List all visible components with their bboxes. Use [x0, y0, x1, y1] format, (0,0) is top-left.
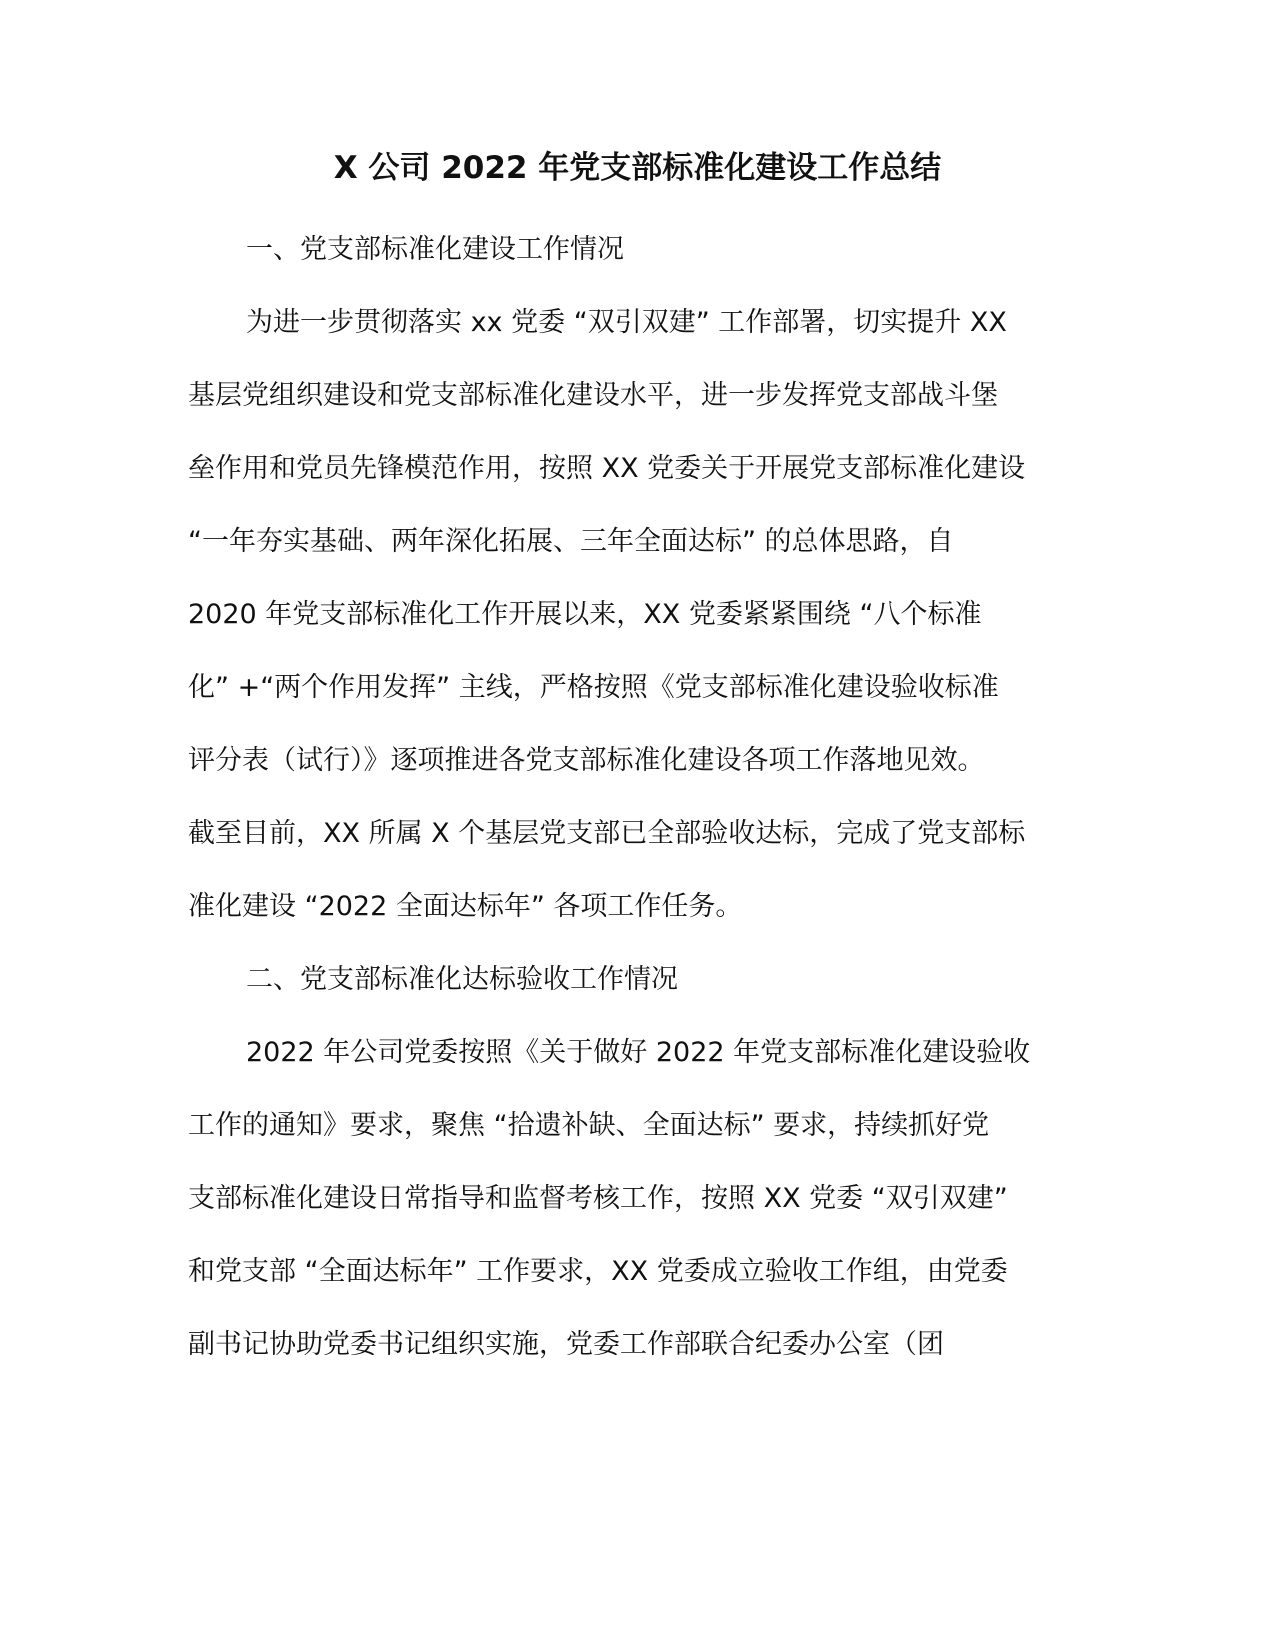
- paragraph-line: 支部标准化建设日常指导和监督考核工作，按照 XX 党委 “双引双建”: [188, 1183, 1008, 1214]
- paragraph-line: 截至目前，XX 所属 X 个基层党支部已全部验收达标，完成了党支部标: [188, 818, 1026, 849]
- paragraph-line: 评分表（试行）》逐项推进各党支部标准化建设各项工作落地见效。: [188, 745, 985, 776]
- paragraph-line: 工作的通知》要求，聚焦 “拾遗补缺、全面达标” 要求，持续抓好党: [188, 1110, 990, 1141]
- paragraph-line: 2020 年党支部标准化工作开展以来，XX 党委紧紧围绕 “八个标准: [188, 599, 982, 630]
- paragraph-line: 副书记协助党委书记组织实施，党委工作部联合纪委办公室（团: [188, 1329, 944, 1360]
- paragraph-line: 基层党组织建设和党支部标准化建设水平，进一步发挥党支部战斗堡: [188, 380, 998, 411]
- section-heading-2: 二、党支部标准化达标验收工作情况: [246, 964, 678, 995]
- paragraph-line: 准化建设 “2022 全面达标年” 各项工作任务。: [188, 891, 743, 922]
- paragraph-line: 垒作用和党员先锋模范作用，按照 XX 党委关于开展党支部标准化建设: [188, 453, 1026, 484]
- paragraph-line: “一年夯实基础、两年深化拓展、三年全面达标” 的总体思路，自: [188, 526, 954, 557]
- paragraph-line: 2022 年公司党委按照《关于做好 2022 年党支部标准化建设验收: [246, 1037, 1031, 1068]
- paragraph-line: 和党支部 “全面达标年” 工作要求，XX 党委成立验收工作组，由党委: [188, 1256, 1008, 1287]
- paragraph-line: 化” +“两个作用发挥” 主线，严格按照《党支部标准化建设验收标准: [188, 672, 999, 703]
- document-title: X 公司 2022 年党支部标准化建设工作总结: [333, 150, 942, 186]
- paragraph-line: 为进一步贯彻落实 xx 党委 “双引双建” 工作部署，切实提升 XX: [246, 307, 1007, 338]
- section-heading-1: 一、党支部标准化建设工作情况: [246, 234, 624, 265]
